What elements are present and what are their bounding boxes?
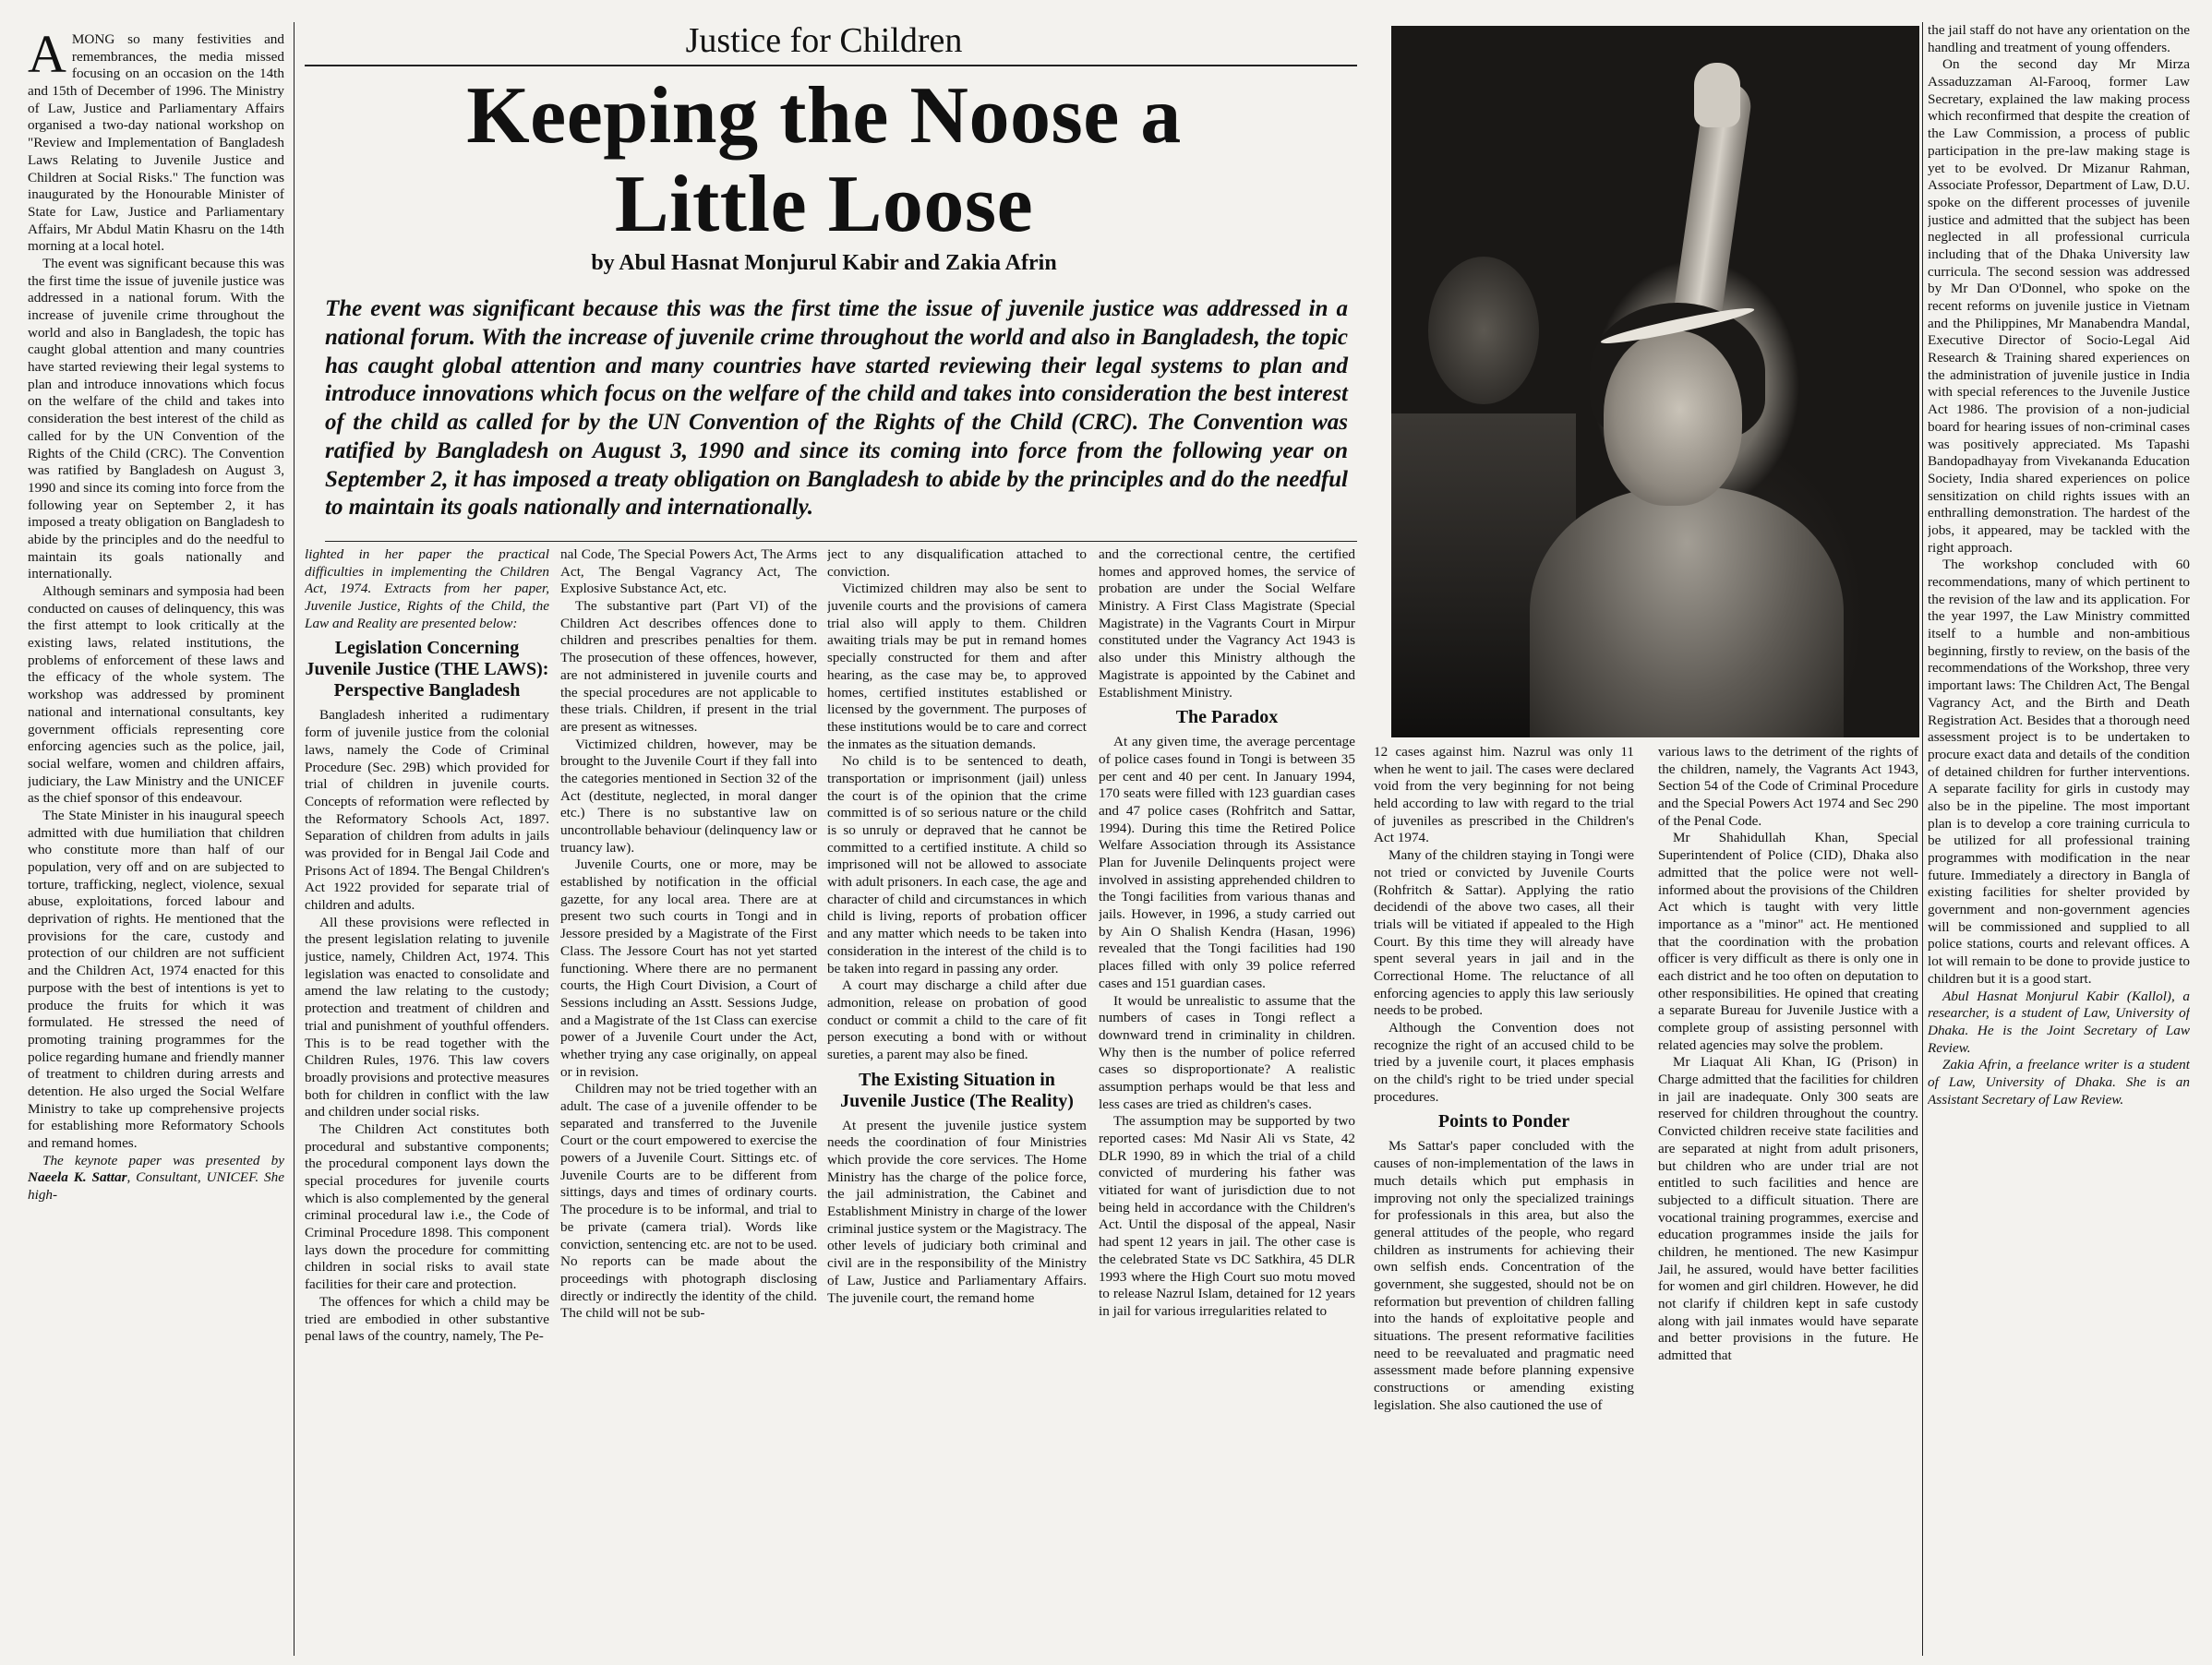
raised-hand <box>1694 63 1740 127</box>
col6-para-3: Although the Convention does not recognize the right of an accused child to be tried by a juvenile court, it places emphasis on the child's right to be tried under special procedures. <box>1374 1020 1634 1105</box>
column-8 <box>1928 22 2190 1656</box>
column-4 <box>827 546 1087 1654</box>
kicker: Justice for Children <box>685 21 963 60</box>
student-body <box>1530 487 1844 737</box>
col2-para-5: The offences for which a child may be tried are embodied in other substantive penal laws of the country, namely, The Pe- <box>305 1293 549 1345</box>
headline-line-2: Little Loose <box>614 160 1034 249</box>
col6-para-1: 12 cases against him. Nazrul was only 11 when he went to jail. The cases were declared void from the very beginning for not being held according to law with regard to the trial of juveniles as prescribed in the Children's Act 1974. <box>1374 744 1634 846</box>
col3-para-2: The substantive part (Part VI) of the Children Act describes offences done to children and prescribes penalties for them. The prosecution of these offences, however, are not administered in juvenile courts and the special procedures are not applicable to these trials. Children, if present in the trial are present as witnesses. <box>560 598 817 735</box>
col6-para-4: Ms Sattar's paper concluded with the causes of non-implementation of the laws in much details which put emphasis in improving not only the specialized trainings for professionals in this area, but also the general attitudes of the people, who regard children as instruments for achieving their own selfish ends. Concentration of the government, she suggested, should not be on reformation but prevention of children falling into the hands of exploitative people and situations. The present reformative facilities need to be reevaluated and pragmatic need assessment made before planning expensive constructions or amending existing legislation. She also cautioned the use of <box>1374 1138 1634 1413</box>
col2-para-4: The Children Act constitutes both procedural and substantive components; the procedural component lays down the special procedures for juvenile courts which is also complemented by the general criminal procedural law i.e., the Code of Criminal Procedure 1898. This component lays down the procedure for committing children in social risks to avail state facilities for their care and protection. <box>305 1120 549 1293</box>
column-1 <box>28 31 284 1656</box>
col7-para-1: various laws to the detriment of the rights of the children, namely, the Vagrants Act 1943, Section 54 of the Code of Criminal Procedure and the Special Powers Act 1974 and Sec 290 of the Penal Code. <box>1658 744 1918 829</box>
col1-para-4: The State Minister in his inaugural speech admitted with due humiliation that children who constitute more than half of our population, very off and on are subjected to torture, trafficking, neglect, violence, sexual abuse, exploitations, forced labour and deprivation of rights. He mentioned that the provisions for the care, custody and protection of our children are not sufficient and the Children Act, 1974 enacted for this purpose with the best of intentions is yet to produce the fruits for which it was formulated. He stressed the need of promoting training programmes for the police regarding humane and friendly manner of treatment to children during arrests and detention. He also urged the Social Welfare Ministry to take up comprehensive projects for establishing more Reformatory Schools and remand homes. <box>28 807 284 1151</box>
col1-para-3: Although seminars and symposia had been conducted on causes of delinquency, this was the first attempt to look critically at the existing laws, related institutions, the problems of enforcement of these laws and the efficacy of the whole system. The workshop was addressed by prominent national and international consultants, key government officials representing core enforcing agencies such as the police, jail, social welfare, women and children affairs, judiciary, the Law Ministry and the UNICEF as the chief sponsor of this endeavour. <box>28 583 284 807</box>
section-heading-points: Points to Ponder <box>1437 1111 1570 1132</box>
col5-para-3: It would be unrealistic to assume that the numbers of cases in Tongi reflect a downward trend in criminality in children. Why then is the number of police referred cases so disproportionate? A realistic assumption perhaps would be that less and less cases are tried as children's cases. <box>1099 992 1355 1112</box>
col8-para-2: On the second day Mr Mirza Assaduzzaman Al-Farooq, former Law Secretary, explained the law making process which reconfirmed that despite the creation of the Law Commission, a process of public participation in the pre-law making stage is yet to be evolved. Dr Mizanur Rahman, Associate Professor, Department of Law, D.U. spoke on the different processes of juvenile justice and admitted that the subject has been neglected in all professional curricula including that of the Dhaka University law curricula. The second session was addressed by Mr Dan O'Donnel, who spoke on the recent reforms on juvenile justice in Vietnam and the Philippines, Mr Manabendra Mandal, Executive Director of Socio-Legal Aid Research & Training shared experiences on the administration of juvenile justice in India with special references to the Juvenile Justice Act 1986. The provision of a non-judicial board for hearing issues of non-criminal cases was positively appreciated. Ms Tapashi Bandopadhayay from Vivekananda Education Society, India shared experiences on police sensitization on child rights issues with an enthralling demonstration. The hardest of the jobs, it appeared, may be tackled with the right approach. <box>1928 56 2190 556</box>
col2-para-1: lighted in her paper the practical difficulties in implementing the Children Act, 1974. Extracts from her paper, Juvenile Justice, Rights of the Child, the Law and Reality are presented below: <box>305 546 549 631</box>
section-heading-reality: The Existing Situation in Juvenile Justice (The Reality) <box>840 1069 1074 1111</box>
headline-line-1: Keeping the Noose a <box>466 71 1182 161</box>
col3-para-5: Children may not be tried together with an adult. The case of a juvenile offender to be separated and transferred to the Juvenile Court or the court empowered to exercise the powers of a Juvenile Court. Sittings etc. of Juvenile Courts are to be different from sittings, days and times of ordinary courts. The procedure is to be informal, and trial to be private (camera trial). Words like conviction, sentencing etc. are not to be used. No reports can be made about the proceedings with photograph disclosing directly or indirectly the identity of the child. The child will not be sub- <box>560 1081 817 1322</box>
col7-para-3: Mr Liaquat Ali Khan, IG (Prison) in Charge admitted that the facilities for children in jail are inadequate. Only 300 seats are reserved for children throughout the country. Convicted children receive state facilities and are separated at night from adult prisoners, but children who are under trial are not entitled to such facilities and hence are subjected to a difficult situation. There are vocational training programmes, exercise and education programmes inside the jails for children, he mentioned. The new Kasimpur Jail, he assured, would have better facilities for women and girl children. However, he did not clarify if children kept in safe custody along with jail inmates would have separate and better provisions in the future. He admitted that <box>1658 1054 1918 1364</box>
column-6 <box>1374 744 1634 1658</box>
classroom-photo <box>1391 26 1919 737</box>
col1-para-5: The keynote paper was presented by Naeela K. Sattar, Consultant, UNICEF. She high- <box>28 1152 284 1204</box>
col3-para-4: Juvenile Courts, one or more, may be established by notification in the official gazette, for any local area. There are at present two such courts in Tongi and in Jessore presided by a Magistrate of the First Class. The Jessore Court has not yet started functioning. Where there are no permanent courts, the High Court Division, a Court of Sessions including an Asstt. Sessions Judge, and a Magistrate of the 1st Class can exercise power of a Juvenile Court under the Act, whether trying any case originally, on appeal or in revision. <box>560 856 817 1080</box>
col4-para-4: A court may discharge a child after due admonition, release on probation of good conduct or commit a child to the care of fit person executing a bond with or without sureties, a parent may also be fined. <box>827 977 1087 1062</box>
drop-cap: A <box>28 31 66 84</box>
col5-para-2: At any given time, the average percentage of police cases found in Tongi is between 35 per cent and 40 per cent. In January 1994, 170 seats were filled with 123 guardian cases and 47 police cases (Rohfritch and Sattar, 1994). During this time the Retired Police Welfare Association through its Assistance Plan for Juvenile Delinquents project were involved in assisting apprehended children to the Tongi facilities from various thanas and jails. However, in 1996, a study carried out by Ain O Shalish Kendra (Hasan, 1996) revealed that the Tongi facilities had 190 places filled with only 39 police referred cases and 151 guardian cases. <box>1099 734 1355 991</box>
column-3 <box>560 546 817 1654</box>
col4-para-1: ject to any disqualification attached to conviction. <box>827 546 1087 580</box>
column-7 <box>1658 744 1918 1658</box>
author-bio-kabir: Abul Hasnat Monjurul Kabir (Kallol), a researcher, is a student of Law, University of Dhaka. He is the Joint Secretary of Law Review. <box>1928 988 2190 1056</box>
col7-para-2: Mr Shahidullah Khan, Special Superintendent of Police (CID), Dhaka also admitted that the police were not well-informed about the provisions of the Children Act which is taught with very little importance as a "minor" act. He mentioned that the coordination with the probation officer is very difficult as there is only one in each district and he too often on deputation to other responsibilities. He opined that creating a separate Bureau for Juvenile Justice with a complete group of assisting personnel with related agencies may solve the problem. <box>1658 830 1918 1053</box>
kicker-rule <box>305 65 1357 66</box>
col5-para-1: and the correctional centre, the certified homes and approved homes, the service of probation are under the Social Welfare Ministry. A First Class Magistrate (Special Magistrate) in the Vagrants Court in Mirpur constituted under the Vagrancy Act 1943 is also under this Ministry although the Magistrate is appointed by the Cabinet and Establishment Ministry. <box>1099 546 1355 701</box>
student-face <box>1604 330 1742 506</box>
author-bio-afrin: Zakia Afrin, a freelance writer is a student of Law, University of Dhaka. She is an Assistant Secretary of Law Review. <box>1928 1057 2190 1108</box>
col3-para-1: nal Code, The Special Powers Act, The Arms Act, The Bengal Vagrancy Act, The Explosive Substance Act, etc. <box>560 546 817 597</box>
col5-para-4: The assumption may be supported by two reported cases: Md Nasir Ali vs State, 42 DLR 1990, 89 in which the trial of a child convicted of murdering his father was vitiated for want of jurisdiction due to not being held in accordance with the Children's Act. Until the disposal of the appeal, Nasir had spent 12 years in jail. The other case is the celebrated State vs DC Satkhira, 45 DLR 1993 where the High Court suo motu moved to release Nazrul Islam, detained for 12 years in jail for various irregularities related to <box>1099 1113 1355 1319</box>
column-5 <box>1099 546 1355 1654</box>
photo-background-figure <box>1428 257 1539 404</box>
col8-para-1: the jail staff do not have any orientation on the handling and treatment of young offenders. <box>1928 22 2190 55</box>
intro-rule <box>325 541 1357 542</box>
keynote-author: Naeela K. Sattar <box>28 1169 127 1186</box>
col2-para-3: All these provisions were reflected in the present legislation relating to juvenile justice, namely, Children Act, 1974. This legislation was enacted to consolidate and amend the law relating to the custody; protection and treatment of children and trial and punishment of youthful offenders. This is to be read together with the Children Rules, 1976. This law covers broadly provisions and protective measures both for children in conflict with the law and children under social risks. <box>305 914 549 1120</box>
column-rule <box>294 22 295 1656</box>
section-heading-laws: Legislation Concerning Juvenile Justice (THE LAWS): Perspective Bangladesh <box>305 638 549 701</box>
section-heading-paradox: The Paradox <box>1175 707 1279 728</box>
column-rule-right <box>1922 22 1923 1656</box>
intro-standfirst: The event was significant because this was the first time the issue of juvenile justice was addressed in a national forum. With the increase of juvenile crime throughout the world and also in Bangladesh, the topic has caught global attention and many countries have started reviewing their legal systems to plan and introduce innovations which focus on the welfare of the child and takes into consideration the best interest of the child as called for by the UN Convention of the Rights of the Child (CRC). The Convention was ratified by Bangladesh on August 3, 1990 and since its coming into force from the following year on September 2, it has imposed a treaty obligation on Bangladesh to abide by the principles and do the needful to maintain its goals nationally and internationally. <box>325 296 1348 521</box>
col3-para-3: Victimized children, however, may be brought to the Juvenile Court if they fall into the categories mentioned in Section 32 of the Act (destitute, neglected, in moral danger etc.) There is no substantive law on uncontrollable behaviour (delinquency law or truancy law). <box>560 736 817 856</box>
col4-para-3: No child is to be sentenced to death, transportation or imprisonment (jail) unless the court is of the opinion that the crime committed is of so serious nature or the child is so unruly or depraved that he cannot be committed to a certified institute. A child so imprisoned will not be allowed to associate with adult prisoners. In each case, the age and character of child and circumstances in which child is living, reports of probation officer and any matter which needs to be taken into consideration in the interest of the child is to be taken into regard in passing any order. <box>827 753 1087 976</box>
col1-para-1: AMONG so many festivities and remembrances, the media missed focusing on an occasion on the 14th and 15th of December of 1996. The Ministry of Law, Justice and Parliamentary Affairs organised a two-day national workshop on "Review and Implementation of Bangladesh Laws Relating to Juvenile Justice and Children at Social Risks." The function was inaugurated by the Honourable Minister of State for Law, Justice and Parliamentary Affairs, Mr Abdul Matin Khasru on the 14th morning at a local hotel. <box>28 31 284 255</box>
col6-para-2: Many of the children staying in Tongi were not tried or convicted by Juvenile Courts (Rohfritch & Sattar). Applying the ratio decidendi of the above two cases, all their trials will be vitiated if appealed to the High Court. By this time they will already have spent several years in jail and in the Correctional Home. The reluctance of all enforcing agencies to apply this law seriously needs to be probed. <box>1374 847 1634 1019</box>
headline <box>305 72 1343 249</box>
column-2 <box>305 546 549 1654</box>
col4-para-5: At present the juvenile justice system needs the coordination of four Ministries which provide the core services. The Home Ministry has the charge of the police force, the jail administration, the Cabinet and Establishment Ministry in charge of the lower criminal justice system or the Magistracy. The other levels of judiciary both criminal and civil are in the responsibility of the Ministry of Law, Justice and Parliamentary Affairs. The juvenile court, the remand home <box>827 1117 1087 1306</box>
col1-para-2: The event was significant because this was the first time the issue of juvenile justice was addressed in a national forum. With the increase of juvenile crime throughout the world and also in Bangladesh, the topic has caught global attention and many countries have started reviewing their legal systems to plan and introduce innovations which focus on the welfare of the child and takes into consideration the best interest of the child as called for by the UN Convention of the Rights of the Child (CRC). The Convention was ratified by Bangladesh on August 3, 1990 and since its coming into force from the following year on September 2, it has imposed a treaty obligation on Bangladesh to abide by the principles and do the needful to maintain its goals nationally and internationally. <box>28 255 284 582</box>
col4-para-2: Victimized children may also be sent to juvenile courts and the provisions of camera trial also will apply to them. Children awaiting trials may be put in remand homes specially constructed for them and after hearing, as the case may be, to approved homes, certified institutes established or licensed by the government. The purposes of these institutions would be to care and correct the inmates as the situation demands. <box>827 581 1087 752</box>
col8-para-3: The workshop concluded with 60 recommendations, many of which pertinent to the revision of the law and its application. For the year 1997, the Law Ministry committed itself to a humble and non-ambitious beginning, firstly to review, on the basis of the recommendations of the Workshop, three very important laws: The Children Act, The Bengal Vagrancy Act, and the Birth and Death Registration Act. Besides that a thorough need assessment project is to be undertaken to procure exact data and details of the condition of detained children for further interventions. A separate facility for girls in custody may also be in the pipeline. The most important plan is to develop a core training curricula to be utilized for all professional training programmes with modification in the near future. Immediately a directory in Bangla of existing facilities for shelter provided by government and non-government agencies will be commissioned and supplied to all police stations, courts and relevant offices. A lot will remain to be done to provide justice to children but it is a good start. <box>1928 557 2190 987</box>
col2-para-2: Bangladesh inherited a rudimentary form of juvenile justice from the colonial laws, namely the Code of Criminal Procedure (Sec. 29B) which provided for trial of children in juvenile courts. Concepts of reformation were reflected by the Reformatory Schools Act, 1897. Separation of children from adults in jails was provided for in Bengal Jail Code and Prisons Act of 1894. The Bengal Children's Act 1922 provided for separate trial of children and adults. <box>305 707 549 913</box>
byline: by Abul Hasnat Monjurul Kabir and Zakia Afrin <box>591 251 1057 275</box>
